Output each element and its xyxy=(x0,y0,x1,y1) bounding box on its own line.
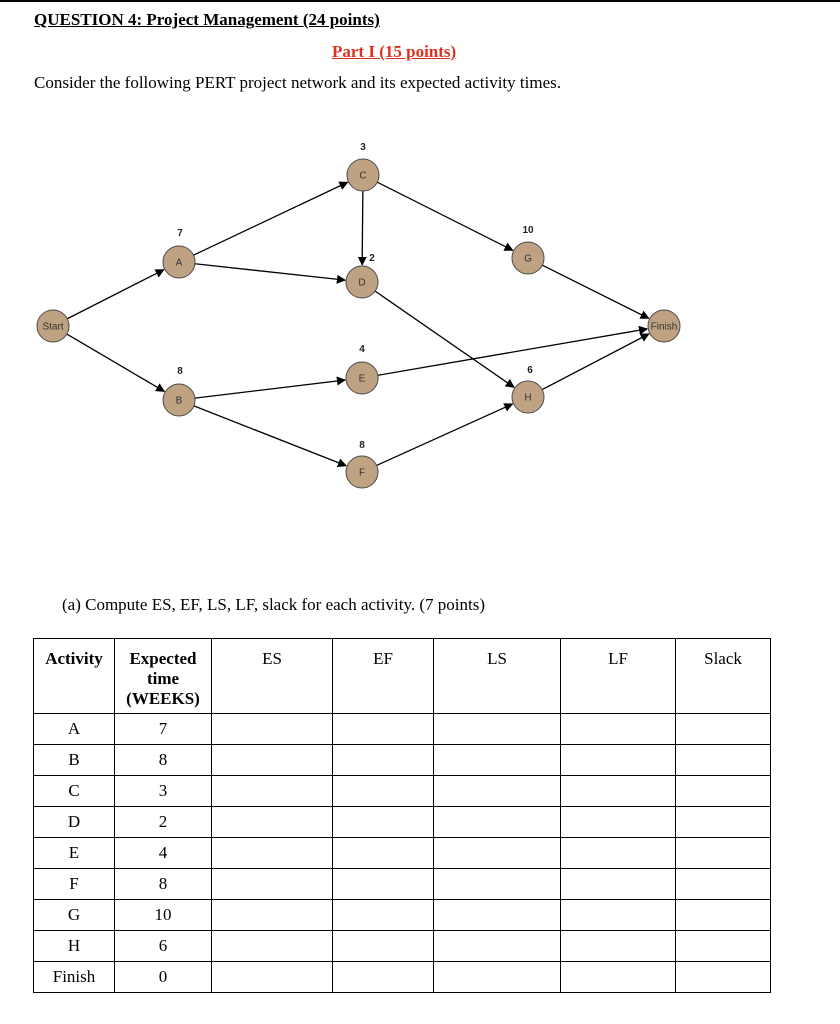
edge-c-to-g xyxy=(377,182,513,250)
cell-lf xyxy=(561,776,676,807)
node-label: A xyxy=(175,257,183,269)
cell-activity: C xyxy=(34,776,115,807)
node-label: C xyxy=(359,170,367,182)
table-header-row xyxy=(34,639,771,714)
cell-ef xyxy=(333,838,434,869)
header-ls: LS xyxy=(434,639,561,714)
edge-c-to-d xyxy=(362,191,363,265)
node-c xyxy=(347,142,379,191)
table-row xyxy=(34,838,771,869)
cell-ef xyxy=(333,900,434,931)
table-row xyxy=(34,745,771,776)
cell-es xyxy=(212,714,333,745)
edge-start-to-a xyxy=(67,270,164,319)
node-a xyxy=(163,228,195,278)
cell-ls xyxy=(434,869,561,900)
intro-text: Consider the following PERT project network and its expected activity times. xyxy=(34,73,561,92)
header-ef: EF xyxy=(333,639,434,714)
cell-activity: F xyxy=(34,869,115,900)
cell-lf xyxy=(561,838,676,869)
cell-activity: B xyxy=(34,745,115,776)
question-a-text: (a) Compute ES, EF, LS, LF, slack for each activity. (7 points) xyxy=(62,595,485,614)
activity-table xyxy=(33,638,771,993)
node-h xyxy=(512,365,544,413)
cell-lf xyxy=(561,745,676,776)
edge-e-to-finish xyxy=(378,329,647,375)
cell-ls xyxy=(434,838,561,869)
cell-lf xyxy=(561,869,676,900)
node-duration: 7 xyxy=(177,228,183,239)
cell-es xyxy=(212,931,333,962)
cell-es xyxy=(212,838,333,869)
cell-slack xyxy=(676,714,771,745)
cell-ef xyxy=(333,869,434,900)
table-row xyxy=(34,776,771,807)
edge-d-to-h xyxy=(375,291,514,387)
header-slack: Slack xyxy=(676,639,771,714)
cell-lf xyxy=(561,807,676,838)
cell-slack xyxy=(676,807,771,838)
cell-ls xyxy=(434,714,561,745)
pert-network-diagram xyxy=(0,130,840,510)
node-duration: 8 xyxy=(177,366,183,377)
cell-ef xyxy=(333,962,434,993)
node-duration: 6 xyxy=(527,365,533,376)
header-es: ES xyxy=(212,639,333,714)
cell-lf xyxy=(561,714,676,745)
header-expected-line3: (WEEKS) xyxy=(126,689,200,708)
cell-ls xyxy=(434,776,561,807)
edge-a-to-d xyxy=(195,264,345,280)
edge-b-to-e xyxy=(195,380,345,398)
cell-slack xyxy=(676,838,771,869)
edge-start-to-b xyxy=(67,334,165,391)
cell-slack xyxy=(676,900,771,931)
node-duration: 3 xyxy=(360,142,366,153)
header-lf: LF xyxy=(561,639,676,714)
header-expected-line2: time xyxy=(146,669,180,688)
cell-expected-time: 7 xyxy=(115,714,212,745)
node-label: Finish xyxy=(650,321,678,333)
node-label: F xyxy=(358,467,366,479)
cell-expected-time: 4 xyxy=(115,838,212,869)
node-label: E xyxy=(358,373,366,385)
cell-ef xyxy=(333,714,434,745)
cell-es xyxy=(212,962,333,993)
table-row xyxy=(34,962,771,993)
header-expected-line1: Expected xyxy=(129,649,197,668)
edge-a-to-c xyxy=(193,182,347,255)
cell-expected-time: 8 xyxy=(115,745,212,776)
cell-ls xyxy=(434,962,561,993)
cell-ls xyxy=(434,900,561,931)
cell-activity: E xyxy=(34,838,115,869)
table-row xyxy=(34,869,771,900)
cell-expected-time: 6 xyxy=(115,931,212,962)
part-title: Part I (15 points) xyxy=(332,42,457,61)
node-duration: 2 xyxy=(369,253,375,264)
cell-activity: G xyxy=(34,900,115,931)
edge-g-to-finish xyxy=(542,265,648,318)
cell-expected-time: 0 xyxy=(115,962,212,993)
cell-es xyxy=(212,869,333,900)
table-row xyxy=(34,807,771,838)
cell-lf xyxy=(561,962,676,993)
cell-slack xyxy=(676,869,771,900)
cell-es xyxy=(212,776,333,807)
cell-activity: D xyxy=(34,807,115,838)
cell-ef xyxy=(333,807,434,838)
top-rule xyxy=(0,0,840,2)
cell-es xyxy=(212,807,333,838)
node-b xyxy=(163,366,195,416)
cell-slack xyxy=(676,745,771,776)
header-activity: Activity xyxy=(34,639,115,714)
edge-f-to-h xyxy=(377,404,513,465)
cell-expected-time: 8 xyxy=(115,869,212,900)
cell-ef xyxy=(333,776,434,807)
table-row xyxy=(34,714,771,745)
cell-lf xyxy=(561,931,676,962)
cell-slack xyxy=(676,776,771,807)
node-duration: 4 xyxy=(359,344,365,355)
edge-b-to-f xyxy=(194,406,346,466)
cell-ef xyxy=(333,745,434,776)
node-g xyxy=(512,225,544,274)
cell-activity: Finish xyxy=(34,962,115,993)
table-row xyxy=(34,931,771,962)
cell-ef xyxy=(333,931,434,962)
node-e xyxy=(346,344,378,394)
cell-ls xyxy=(434,931,561,962)
node-label: H xyxy=(524,392,532,404)
node-label: G xyxy=(524,253,532,265)
cell-lf xyxy=(561,900,676,931)
node-label: D xyxy=(358,277,366,289)
node-duration: 10 xyxy=(522,225,534,236)
node-start xyxy=(37,310,69,342)
cell-ls xyxy=(434,807,561,838)
cell-activity: A xyxy=(34,714,115,745)
cell-slack xyxy=(676,931,771,962)
question-title: QUESTION 4: Project Management (24 points) xyxy=(34,10,380,29)
cell-slack xyxy=(676,962,771,993)
cell-es xyxy=(212,745,333,776)
node-label: B xyxy=(175,395,183,407)
cell-expected-time: 2 xyxy=(115,807,212,838)
table-row xyxy=(34,900,771,931)
node-f xyxy=(346,440,378,488)
header-expected-time xyxy=(115,639,212,714)
cell-ls xyxy=(434,745,561,776)
node-finish xyxy=(648,310,680,342)
cell-es xyxy=(212,900,333,931)
edge-h-to-finish xyxy=(542,334,649,390)
cell-activity: H xyxy=(34,931,115,962)
cell-expected-time: 10 xyxy=(115,900,212,931)
node-label: Start xyxy=(42,321,64,333)
node-duration: 8 xyxy=(359,440,365,451)
cell-expected-time: 3 xyxy=(115,776,212,807)
